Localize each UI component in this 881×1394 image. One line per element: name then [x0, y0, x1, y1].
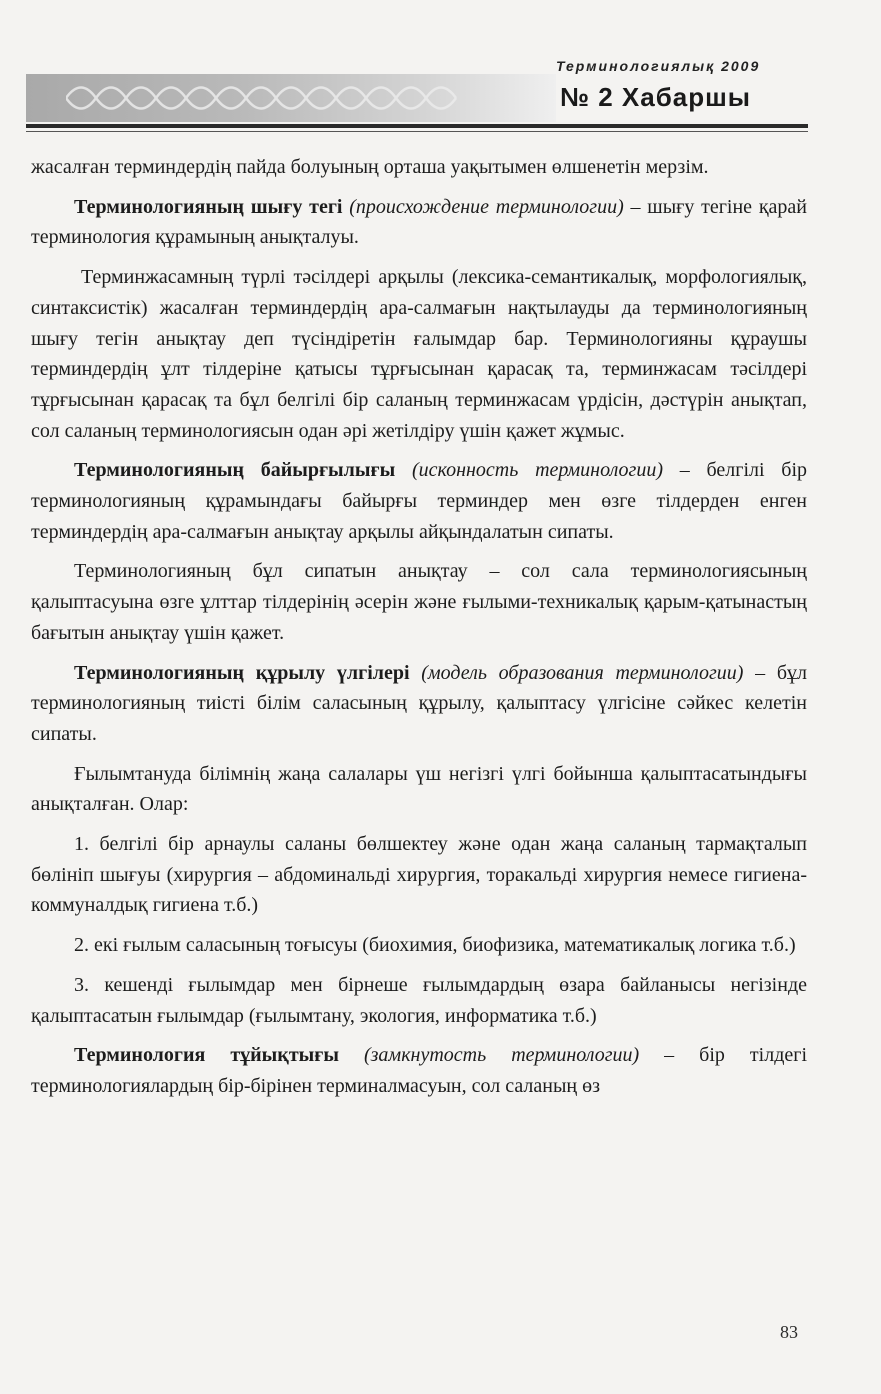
header-banner — [26, 74, 556, 122]
paragraph: Ғылымтануда білімнің жаңа салалары үш негізгі үлгі бойынша қалыптасатындығы анықталған. Олар: — [31, 762, 807, 816]
paragraph: Терминологияның бұл сипатын анықтау – сол сала терминологиясының қалыптасуына өзге ұлттар тілдерінің әсерін және ғылыми-техникалық қарым-қатынастың бағытын анықтау үшін қажет. — [31, 560, 807, 644]
term-paragraph: Терминологияның құрылу үлгілері (модель образования терминологии) – бұл терминологияның тиісті білім саласының құрылу, қалыптасу үлгісіне сәйкес келетін сипаты. — [31, 661, 807, 745]
header-rule-thick — [26, 124, 808, 128]
list-item: 2. екі ғылым саласының тоғысуы (биохимия, биофизика, математикалық логика т.б.) — [74, 934, 796, 957]
list-item: 1. белгілі бір арнаулы саланы бөлшектеу және одан жаңа саланың тармақталып бөлініп шығуы (хирургия – абдоминальді хирургия, торакальді хирургия немесе гигиена-коммуналдық гигиена т.б.) — [31, 833, 807, 917]
term-russian: (замкнутость терминологии) — [338, 1044, 640, 1067]
journal-title: Терминологиялық 2009 — [556, 58, 761, 74]
term-russian: (исконность терминологии) — [395, 459, 664, 482]
ornament-pattern — [66, 80, 466, 116]
term-paragraph: Терминология тұйықтығы (замкнутость терминологии) – бір тілдегі терминологиялардың бір-бірінен терминалмасуын, сол саланың өз — [31, 1044, 808, 1097]
header-rule-thin — [26, 131, 808, 132]
paragraph: Терминжасамның түрлі тәсілдері арқылы (лексика-семантикалық, морфологиялық, синтаксистік) жасалған терминдердің ара-салмағын нақтылауды да терминологияның шығу тегін анықтау деп түсіндіретін ғалымдар бар. Терминологияны құраушы терминдердің ұлт тілдеріне қатысы тұрғысынан қарасақ та, терминжасам тәсілдері тұрғысынан қарасақ та бұл белгілі бір саланың терминжасам үрдісін, дәстүрін анықтап, сол саланың терминологиясын одан әрі жетілдіру үшін қажет жұмыс. — [31, 266, 807, 442]
term-heading: Терминологияның байырғылығы — [74, 459, 396, 482]
term-heading: Терминологияның құрылу үлгілері — [74, 661, 410, 684]
term-heading: Терминологияның шығу тегі — [74, 195, 343, 218]
term-paragraph: Терминологияның байырғылығы (исконность терминологии) – белгілі бір терминологияның құрамындағы байырғы терминдер мен өзге тілдерден енген терминдердің ара-салмағын анықтау арқылы айқындалатын сипаты. — [31, 459, 807, 543]
term-paragraph: Терминологияның шығу тегі (происхождение терминологии) – шығу тегіне қарай терминология құрамының анықталуы. — [31, 195, 808, 249]
issue-label: № 2 Хабаршы — [560, 82, 751, 112]
list-item: 3. кешенді ғылымдар мен бірнеше ғылымдардың өзара байланысы негізінде қалыптасатын ғылымдар (ғылымтану, экология, информатика т.б.) — [31, 973, 807, 1027]
term-russian: (происхождение терминологии) — [342, 195, 624, 218]
paragraph: жасалған терминдердің пайда болуының орташа уақытымен өлшенетін мерзім. — [31, 156, 709, 178]
page-number: 83 — [780, 1322, 798, 1342]
term-heading: Терминология тұйықтығы — [74, 1044, 339, 1067]
term-russian: (модель образования терминологии) — [409, 661, 744, 684]
body-text — [31, 152, 807, 1102]
